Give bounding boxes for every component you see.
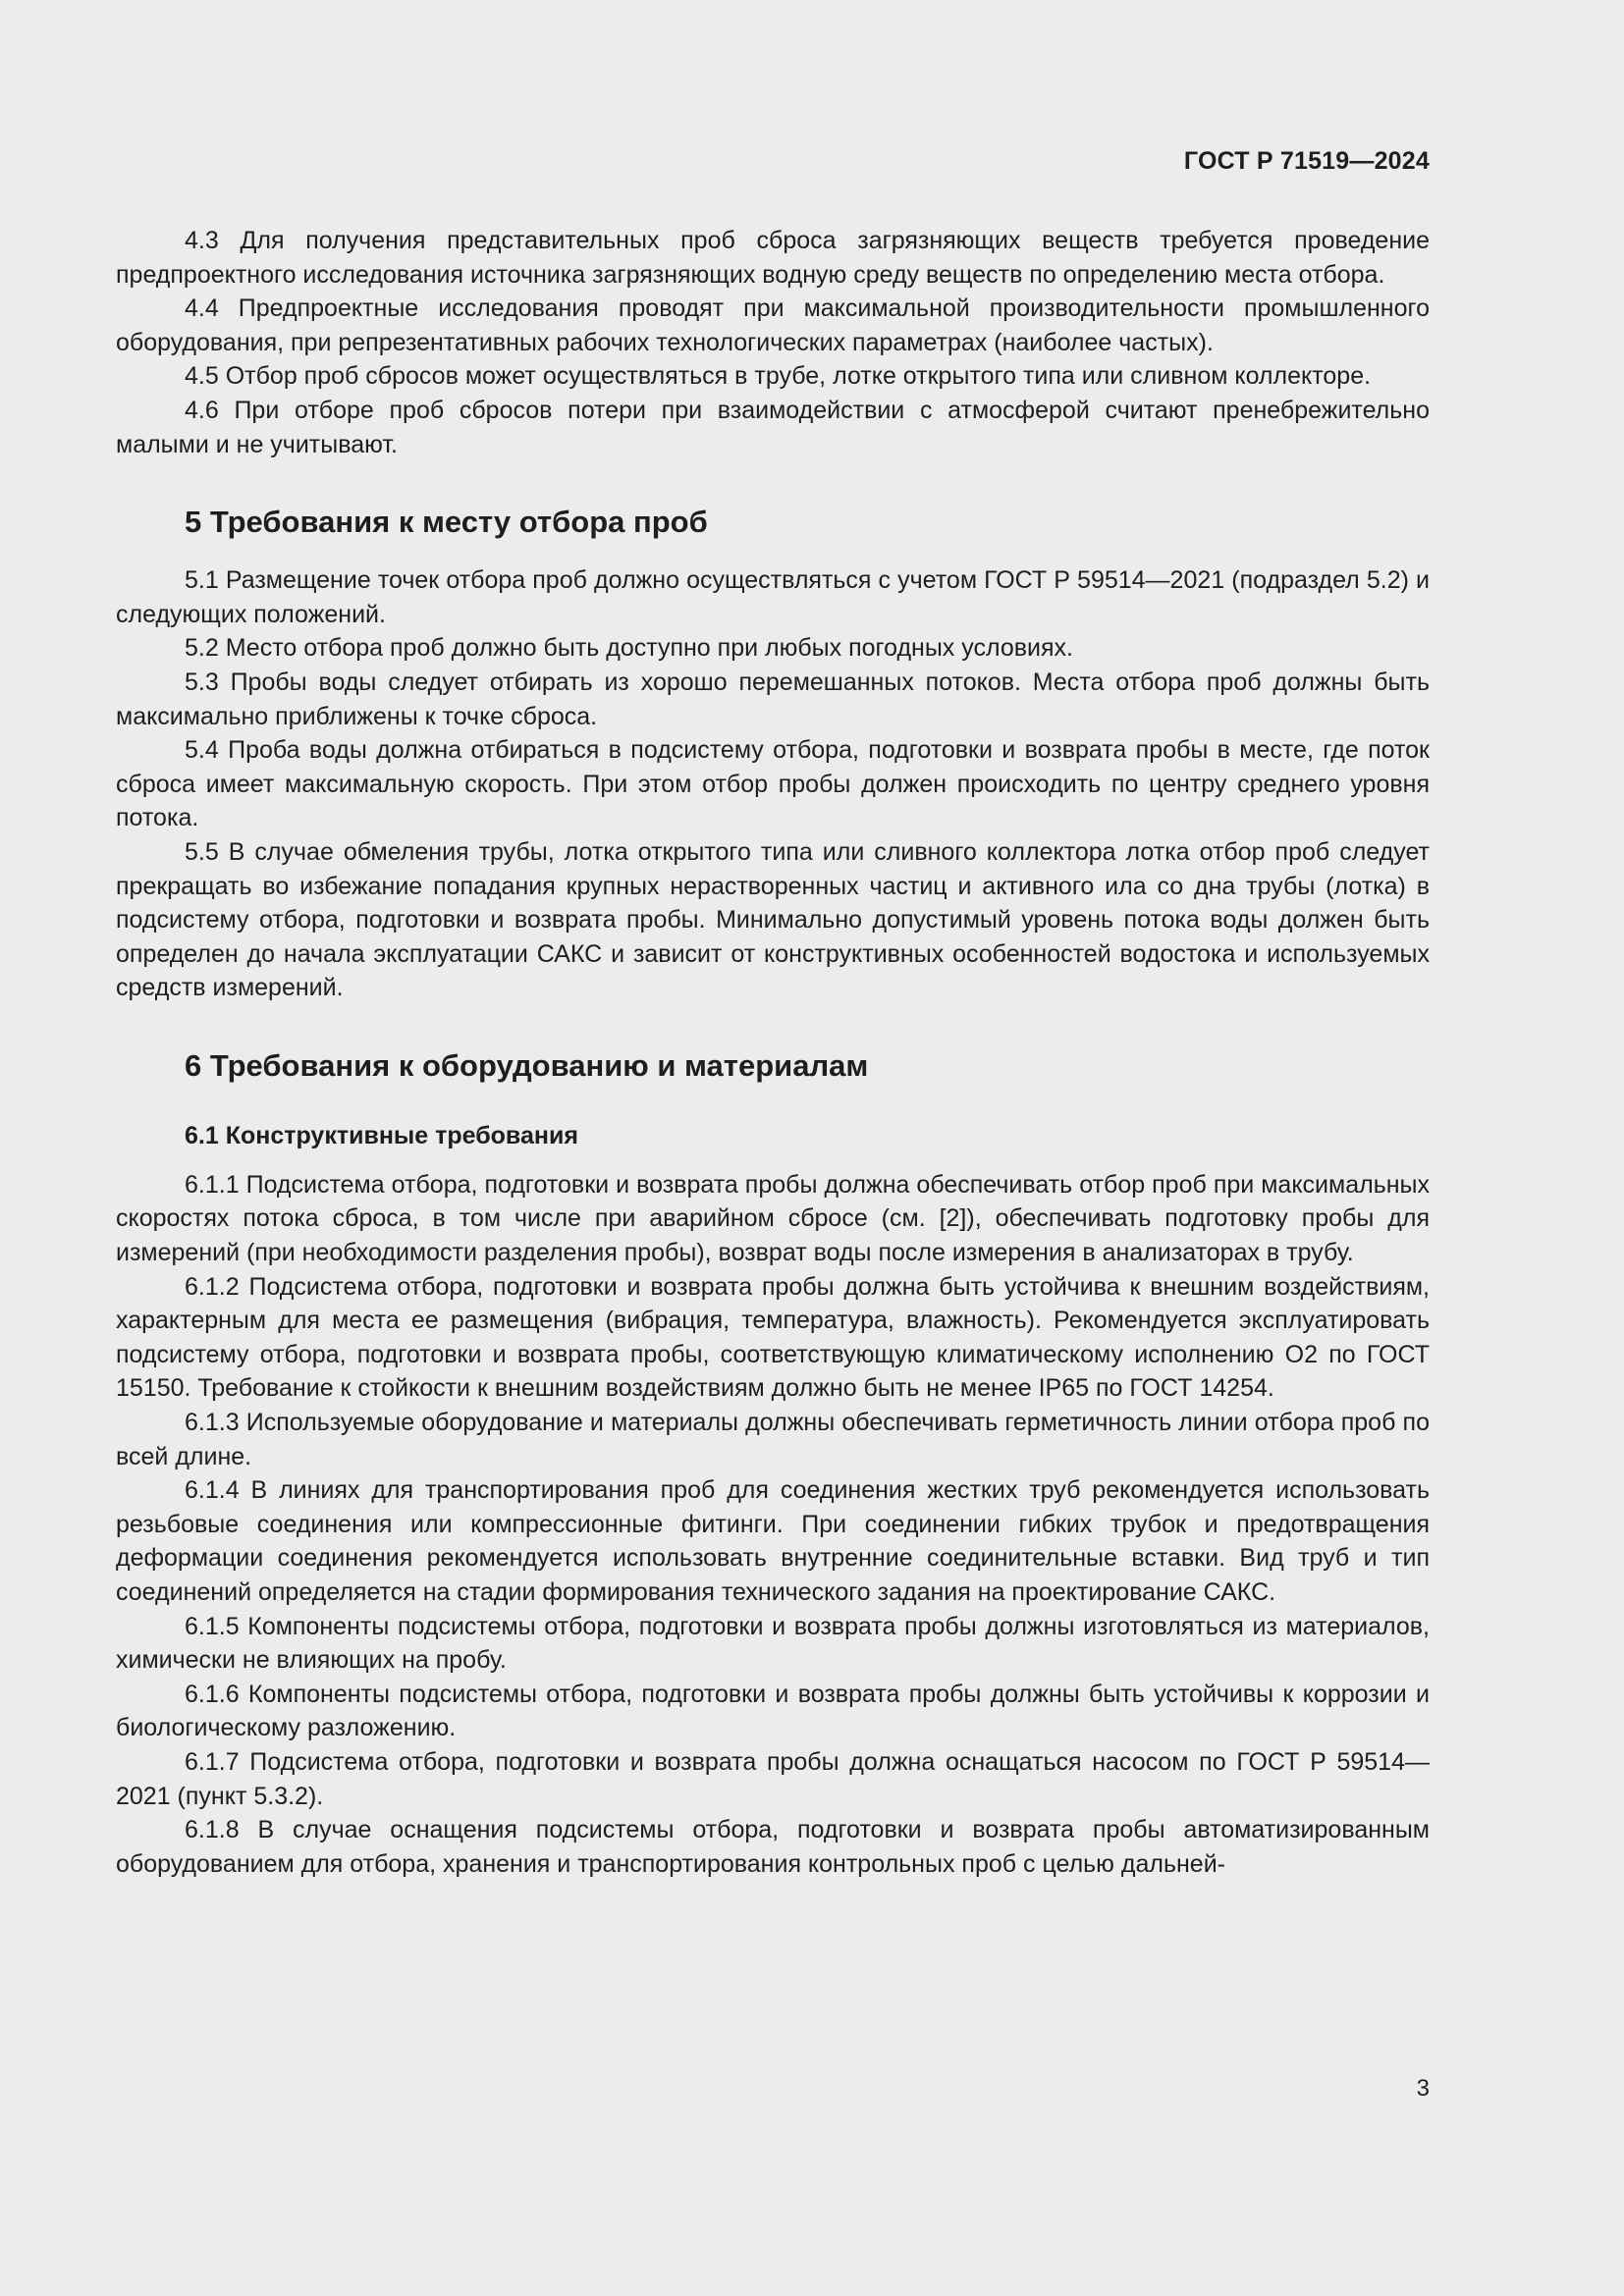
paragraph-5-2: 5.2 Место отбора проб должно быть доступно при любых погодных условиях. bbox=[185, 634, 1073, 663]
document-body bbox=[116, 224, 1430, 1881]
paragraph-4-3: 4.3 Для получения представительных проб сброса загрязняющих веществ требуется проведение предпроектного исследования источника загрязняющих водную среду веществ по определению места отбора. bbox=[116, 227, 1430, 289]
section-5-heading: 5 Требования к месту отбора проб bbox=[185, 505, 708, 540]
paragraph-6-1-8: 6.1.8 В случае оснащения подсистемы отбора, подготовки и возврата пробы автоматизированным оборудованием для отбора, хранения и транспортирования контрольных проб с целью дальней- bbox=[116, 1816, 1430, 1878]
paragraph-6-1-2: 6.1.2 Подсистема отбора, подготовки и возврата пробы должна быть устойчива к внешним воздействиям, характерным для места ее размещения (вибрация, температура, влажность). Рекомендуется эксплуатировать подсистему отбора, подготовки и возврата пробы, соответствующую климатическому исполнению О2 по ГОСТ 15150. Требование к стойкости к внешним воздействиям должно быть не менее IP65 по ГОСТ 14254. bbox=[116, 1272, 1430, 1403]
paragraph-4-5: 4.5 Отбор проб сбросов может осуществляться в трубе, лотке открытого типа или сливном коллекторе. bbox=[185, 362, 1372, 391]
paragraph-6-1-5: 6.1.5 Компоненты подсистемы отбора, подготовки и возврата пробы должны изготовляться из материалов, химически не влияющих на пробу. bbox=[116, 1612, 1430, 1675]
paragraph-6-1-7: 6.1.7 Подсистема отбора, подготовки и возврата пробы должна оснащаться насосом по ГОСТ Р 59514—2021 (пункт 5.3.2). bbox=[116, 1747, 1430, 1810]
document-id-header: ГОСТ Р 71519—2024 bbox=[1183, 147, 1430, 175]
paragraph-5-3: 5.3 Пробы воды следует отбирать из хорошо перемешанных потоков. Места отбора проб должны быть максимально приближены к точке сброса. bbox=[116, 667, 1430, 730]
section-6-heading: 6 Требования к оборудованию и материалам bbox=[185, 1047, 869, 1083]
paragraph-6-1-6: 6.1.6 Компоненты подсистемы отбора, подготовки и возврата пробы должны быть устойчивы к коррозии и биологическому разложению. bbox=[116, 1680, 1430, 1742]
page-number: 3 bbox=[1416, 2075, 1430, 2102]
paragraph-4-6: 4.6 При отборе проб сбросов потери при взаимодействии с атмосферой считают пренебрежительно малыми и не учитывают. bbox=[116, 396, 1430, 458]
paragraph-5-1: 5.1 Размещение точек отбора проб должно осуществляться с учетом ГОСТ Р 59514—2021 (подраздел 5.2) и следующих положений. bbox=[116, 566, 1430, 628]
paragraph-5-4: 5.4 Проба воды должна отбираться в подсистему отбора, подготовки и возврата пробы в месте, где поток сброса имеет максимальную скорость. При этом отбор пробы должен происходить по центру среднего уровня потока. bbox=[116, 736, 1430, 832]
paragraph-5-5: 5.5 В случае обмеления трубы, лотка открытого типа или сливного коллектора лотка отбор проб следует прекращать во избежание попадания крупных нерастворенных частиц и активного ила со дна трубы (лотка) в подсистему отбора, подготовки и возврата пробы. Минимально допустимый уровень потока воды должен быть определен до начала эксплуатации САКС и зависит от конструктивных особенностей водостока и используемых средств измерений. bbox=[116, 837, 1430, 1002]
subsection-6-1-heading: 6.1 Конструктивные требования bbox=[185, 1121, 578, 1149]
document-page bbox=[116, 0, 1430, 2296]
paragraph-6-1-4: 6.1.4 В линиях для транспортирования проб для соединения жестких труб рекомендуется использовать резьбовые соединения или компрессионные фитинги. При соединении гибких трубок и предотвращения деформации соединения рекомендуется использовать внутренние соединительные вставки. Вид труб и тип соединений определяется на стадии формирования технического задания на проектирование САКС. bbox=[116, 1476, 1430, 1606]
paragraph-6-1-1: 6.1.1 Подсистема отбора, подготовки и возврата пробы должна обеспечивать отбор проб при максимальных скоростях потока сброса, в том числе при аварийном сбросе (см. [2]), обеспечивать подготовку пробы для измерений (при необходимости разделения пробы), возврат воды после измерения в анализаторах в трубу. bbox=[116, 1170, 1430, 1267]
paragraph-6-1-3: 6.1.3 Используемые оборудование и материалы должны обеспечивать герметичность линии отбора проб по всей длине. bbox=[116, 1409, 1430, 1470]
paragraph-4-4: 4.4 Предпроектные исследования проводят при максимальной производительности промышленного оборудования, при репрезентативных рабочих технологических параметрах (наиболее частых). bbox=[116, 294, 1430, 356]
